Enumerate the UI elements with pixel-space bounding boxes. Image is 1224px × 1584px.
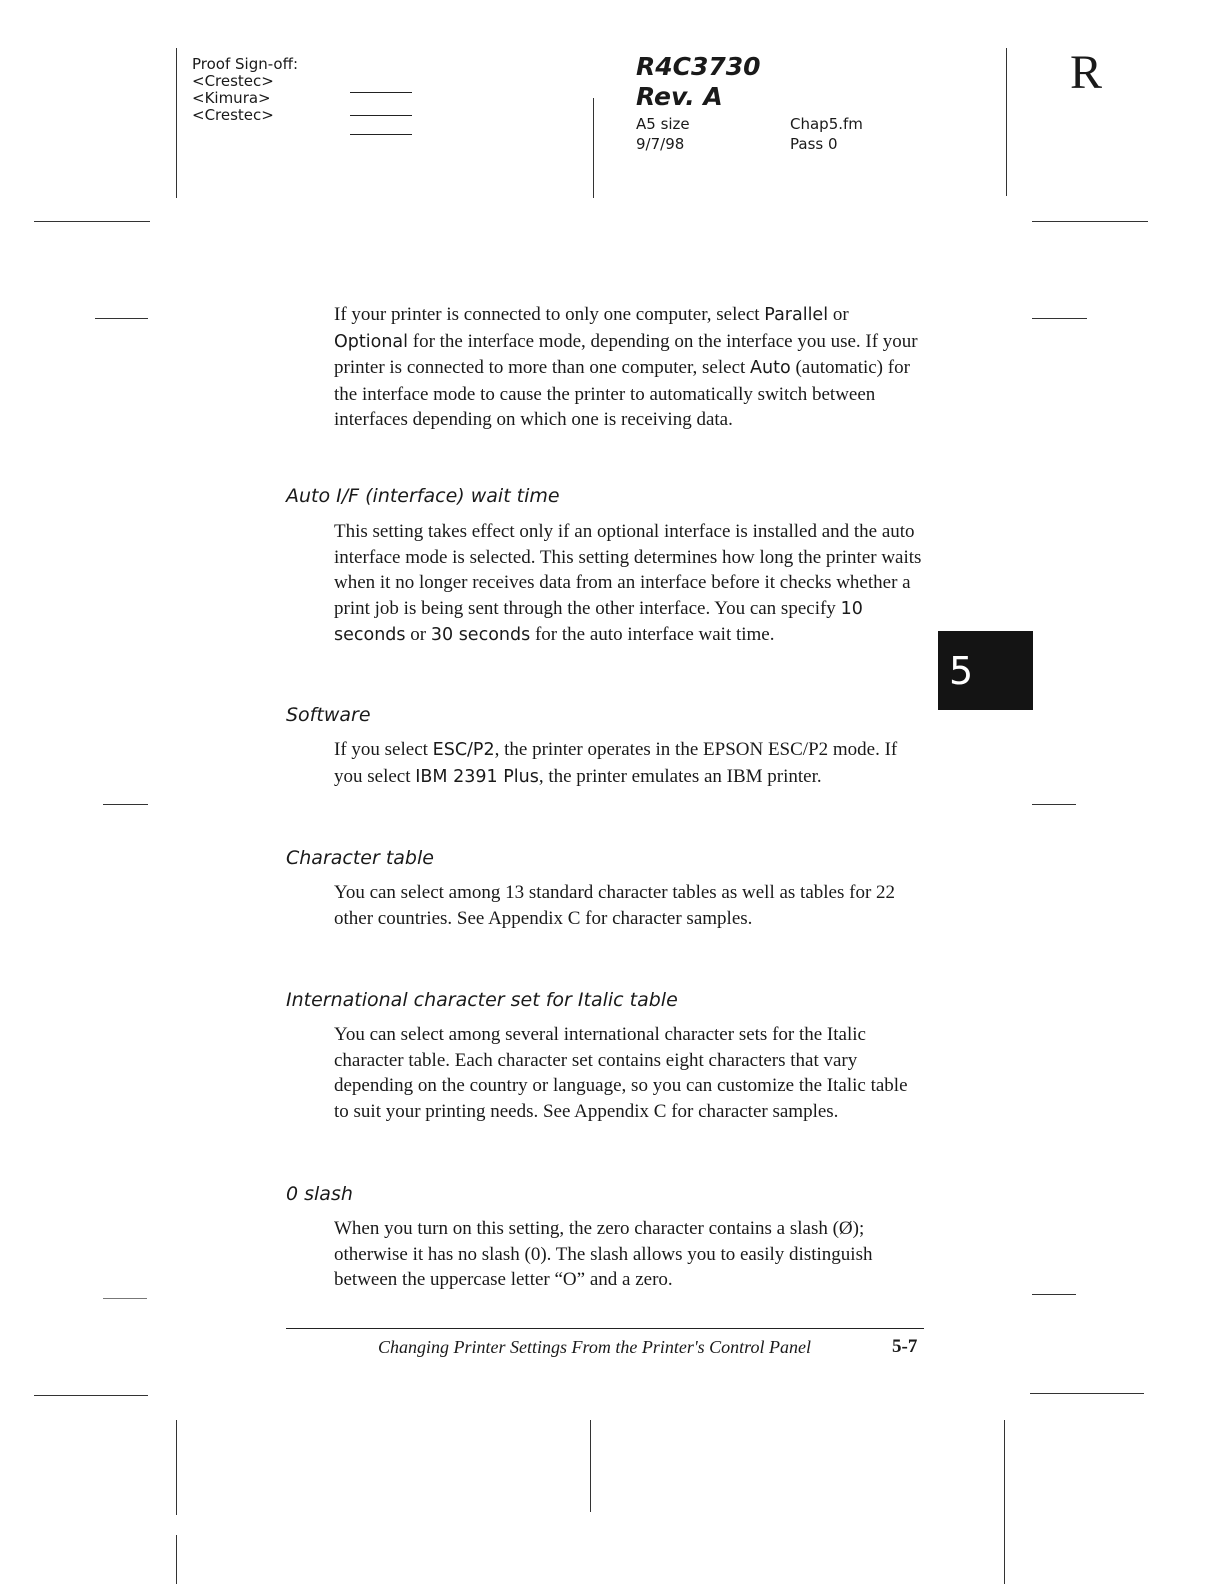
document-code: R4C3730 xyxy=(636,52,761,81)
crop-mark xyxy=(103,1298,147,1299)
body-text-run: If you select xyxy=(334,739,433,760)
signer-1: <Crestec> xyxy=(192,72,274,90)
body-text-run: or xyxy=(828,304,849,325)
footer-rule xyxy=(286,1328,924,1329)
body-text-run: for the auto interface wait time. xyxy=(530,624,775,645)
crop-mark xyxy=(1032,221,1148,222)
chapter-number: 5 xyxy=(949,649,974,693)
setting-option-name: ESC/P2 xyxy=(432,740,495,760)
proof-signoff-label: Proof Sign-off: xyxy=(192,55,298,73)
section-heading-0-slash: 0 slash xyxy=(286,1183,353,1205)
page-number: 5-7 xyxy=(892,1336,918,1357)
document-revision-block xyxy=(636,52,863,154)
crop-mark xyxy=(1032,318,1087,319)
body-text-run: (automatic) for the interface mode to cause the printer to automatically switch between interfaces depending on which one is receiving data. xyxy=(334,357,910,430)
crop-mark xyxy=(593,98,594,198)
body-text-run: for the interface mode, depending on the interface you use. If your printer is connected to more than one computer, select xyxy=(334,330,918,378)
body-text-run: If your printer is connected to only one computer, select xyxy=(334,304,765,325)
crop-mark xyxy=(1030,1393,1144,1394)
crop-mark xyxy=(34,221,150,222)
crop-mark xyxy=(103,804,148,805)
crop-mark xyxy=(1004,1420,1005,1584)
body-text-run: When you turn on this setting, the zero character contains a slash (Ø); otherwise it has no slash (0). The slash allows you to easily distinguish between the uppercase letter “O” and a zero. xyxy=(334,1218,873,1290)
signature-line-2 xyxy=(350,115,412,116)
signature-line-1 xyxy=(350,92,412,93)
signature-line-3 xyxy=(350,134,412,135)
signer-3: <Crestec> xyxy=(192,106,274,124)
footer-chapter-title: Changing Printer Settings From the Printer's Control Panel xyxy=(378,1337,812,1357)
page-size: A5 size xyxy=(636,115,690,133)
section-body-character-table xyxy=(334,880,924,931)
chapter-tab xyxy=(938,631,1033,710)
proof-signoff-block xyxy=(192,56,298,124)
crop-mark xyxy=(590,1420,591,1512)
crop-mark xyxy=(176,1535,177,1584)
crop-mark xyxy=(176,48,177,198)
section-body-international-character-set xyxy=(334,1022,924,1124)
body-text-run: or xyxy=(405,624,431,645)
body-text-run: You can select among 13 standard character tables as well as tables for 22 other countries. See Appendix C for character samples. xyxy=(334,882,896,929)
source-file: Chap5.fm xyxy=(790,115,863,133)
body-text-run: This setting takes effect only if an optional interface is installed and the auto interface mode is selected. This setting determines how long the printer waits when it no longer receives data from an interface before it checks whether a print job is being sent through the other interface. You can specify xyxy=(334,521,922,619)
body-text-run: , the printer emulates an IBM printer. xyxy=(538,765,822,787)
crop-mark xyxy=(1032,1294,1076,1295)
crop-mark xyxy=(1032,804,1076,805)
crop-mark xyxy=(95,318,148,319)
setting-option-name: 30 seconds xyxy=(430,625,531,645)
crop-mark xyxy=(34,1395,148,1396)
document-revision: Rev. A xyxy=(636,82,723,111)
proof-pass: Pass 0 xyxy=(790,135,838,153)
section-body-auto-if-wait-time xyxy=(334,519,924,649)
setting-option-name: 10 seconds xyxy=(334,598,863,645)
section-body-software xyxy=(334,737,924,790)
section-heading-software: Software xyxy=(286,704,371,726)
section-body-0-slash xyxy=(334,1216,924,1293)
setting-option-name: Optional xyxy=(334,331,408,352)
signer-2: <Kimura> xyxy=(192,89,271,107)
setting-option-name: Parallel xyxy=(764,305,829,325)
proof-date: 9/7/98 xyxy=(636,135,685,153)
body-text-run: You can select among several international character sets for the Italic character table. Each character set contains eight characters that vary depending on the country or language, so you can customize the Italic table to suit your printing needs. See Appendix C for character samples. xyxy=(334,1024,908,1122)
intro-paragraph xyxy=(334,302,924,433)
setting-option-name: Auto xyxy=(750,358,791,378)
right-page-mark: R xyxy=(1070,46,1103,99)
crop-mark xyxy=(1006,48,1007,196)
crop-mark xyxy=(176,1420,177,1515)
setting-option-name: IBM 2391 Plus xyxy=(415,766,539,787)
section-heading-auto-if-wait-time: Auto I/F (interface) wait time xyxy=(286,485,560,507)
section-heading-character-table: Character table xyxy=(286,847,434,869)
body-text-run: , the printer operates in the EPSON ESC/P2 mode. If you select xyxy=(334,739,898,787)
section-heading-international-character-set: International character set for Italic table xyxy=(286,989,678,1011)
